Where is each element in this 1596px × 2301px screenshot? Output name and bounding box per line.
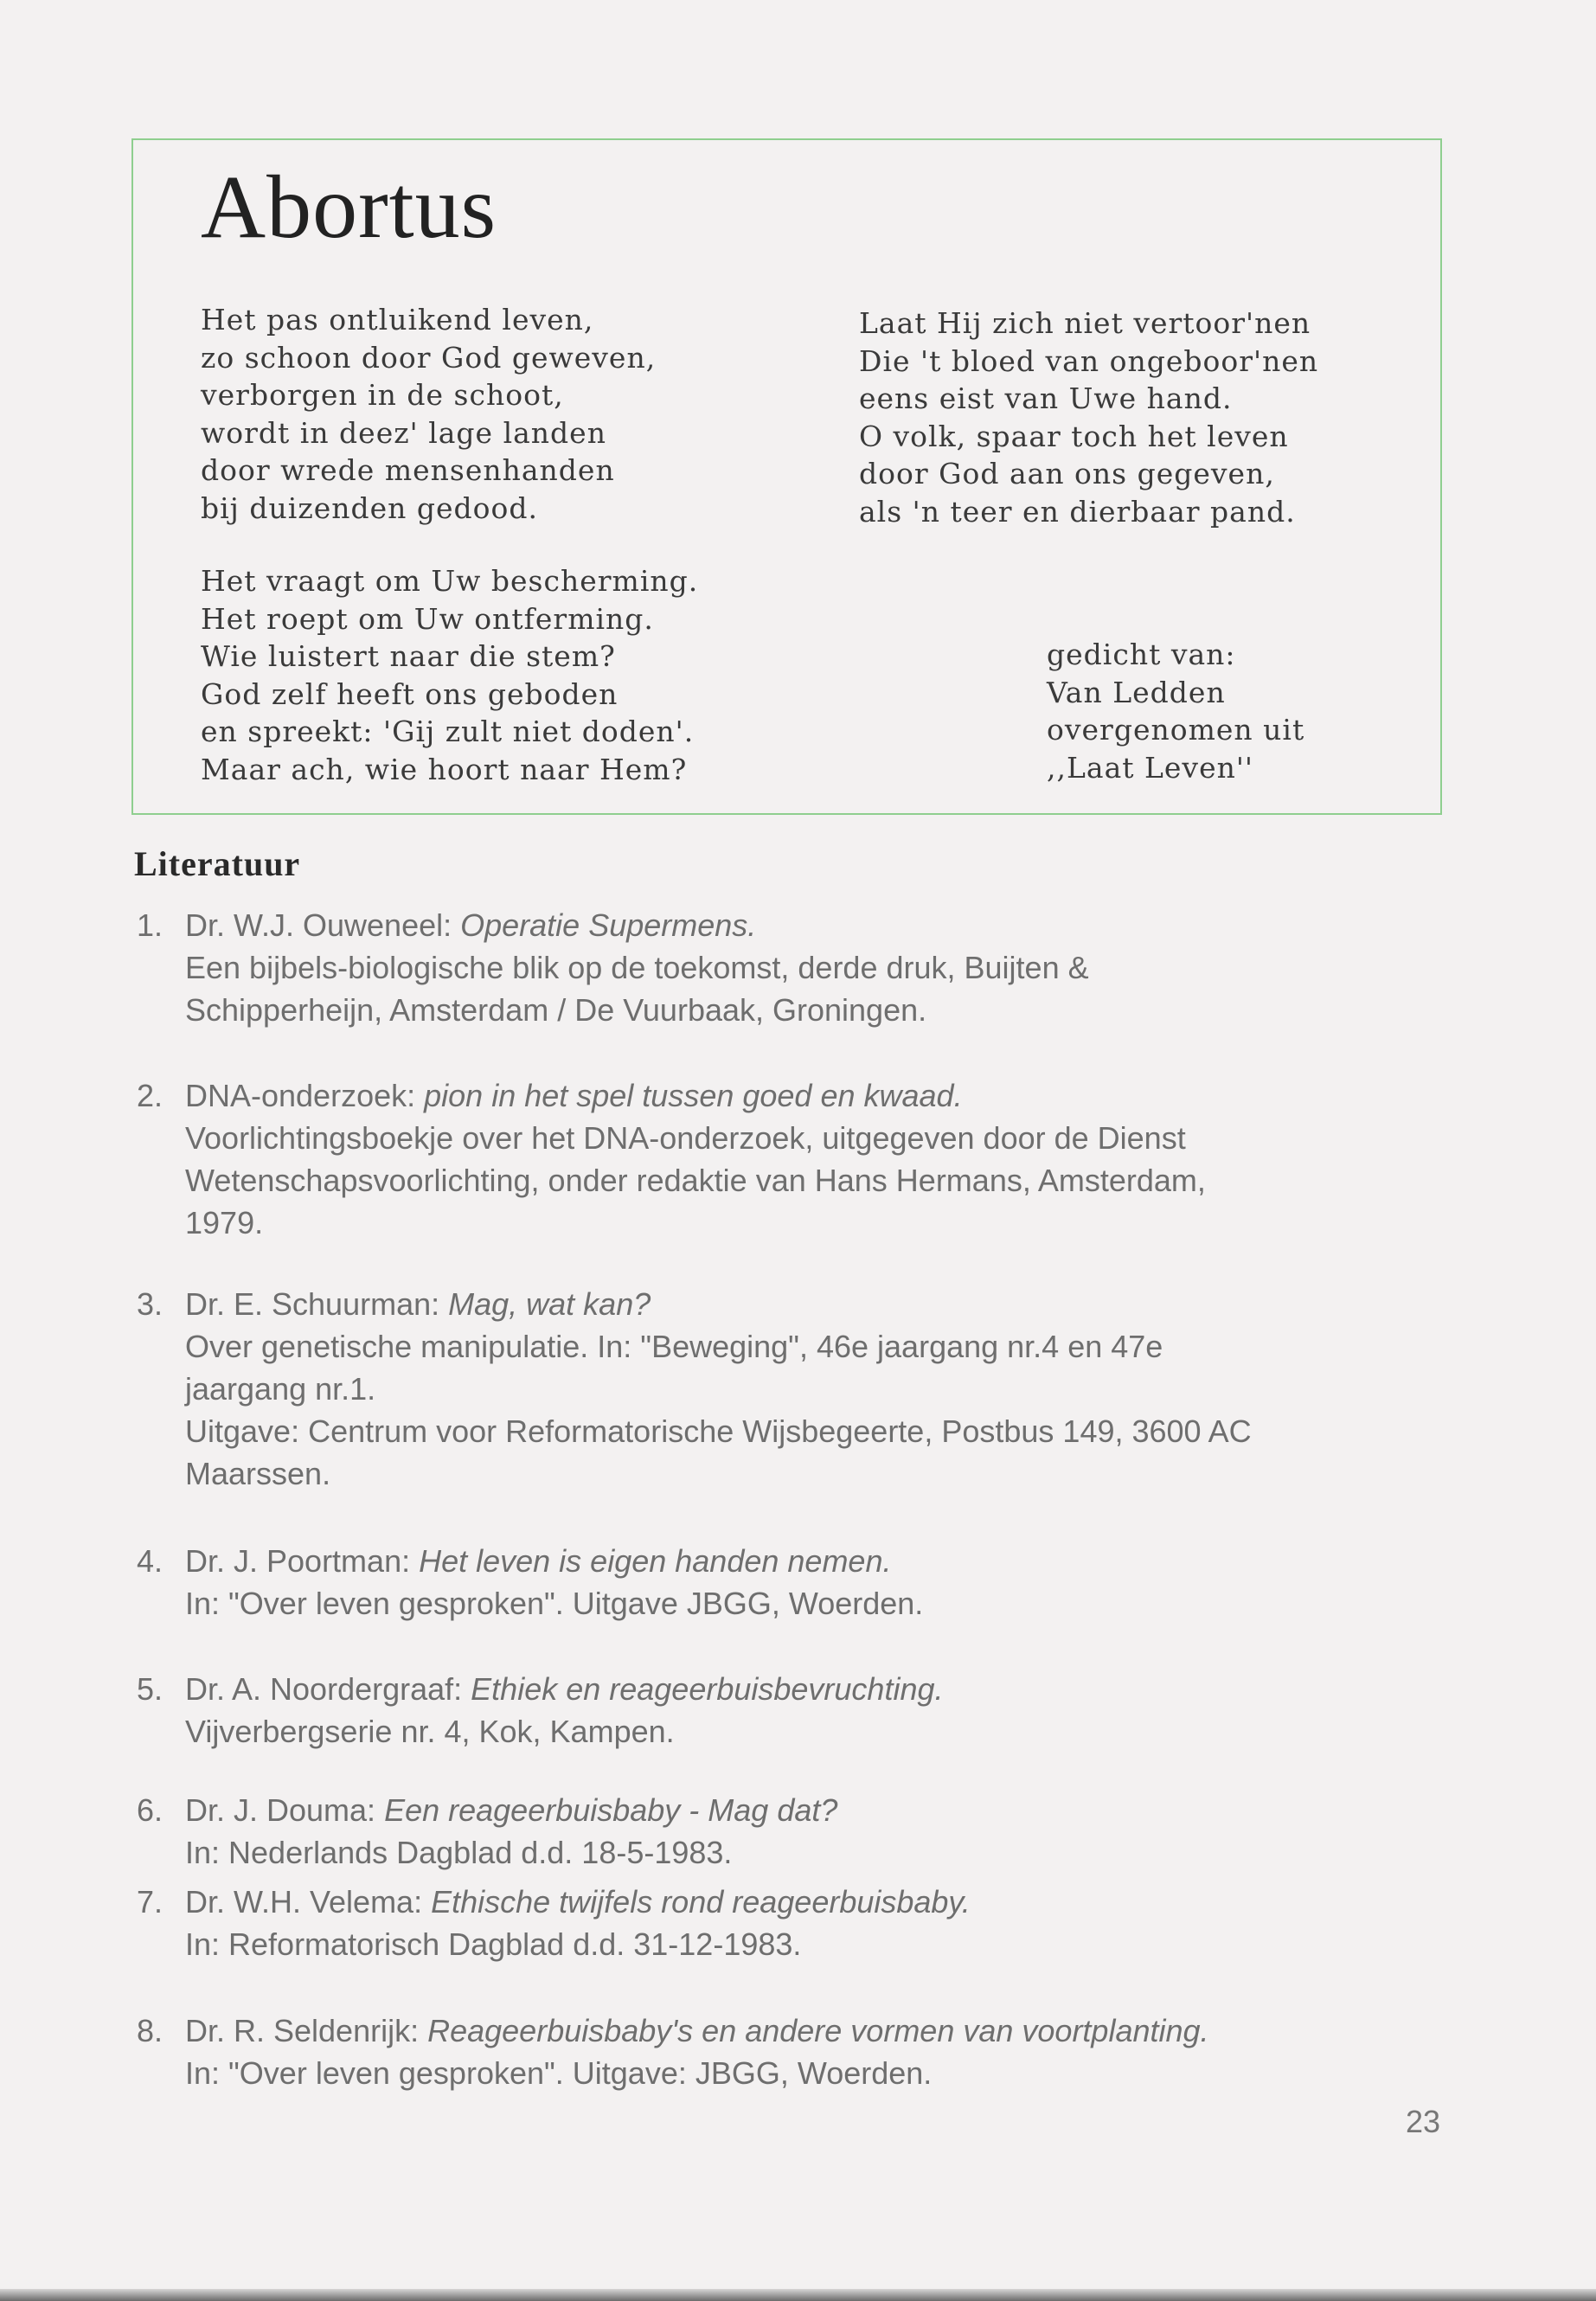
poem-stanza-2 [201, 562, 698, 788]
reference-detail: In: "Over leven gesproken". Uitgave JBGG, Woerden. [185, 1586, 924, 1621]
reference-number: 3. [137, 1286, 163, 1322]
reference-detail: Wetenschapsvoorlichting, onder redaktie van Hans Hermans, Amsterdam, [185, 1163, 1206, 1198]
poem-credit [1047, 636, 1304, 786]
poem-line: God zelf heeft ons geboden [201, 676, 619, 711]
literature-heading: Literatuur [134, 844, 301, 883]
reference-author: Dr. E. Schuurman: [185, 1286, 449, 1322]
reference-author: Dr. W.H. Velema: [185, 1884, 432, 1920]
reference-detail: Uitgave: Centrum voor Reformatorische Wijsbegeerte, Postbus 149, 3600 AC [185, 1413, 1252, 1449]
page-edge [0, 2289, 1596, 2301]
credit-line: overgenomen uit [1047, 713, 1305, 747]
reference-title: Ethische twijfels rond reageerbuisbaby. [431, 1884, 971, 1920]
reference-detail: Maarssen. [185, 1456, 331, 1491]
reference-item [137, 1283, 1434, 1495]
reference-author: Dr. J. Douma: [185, 1792, 385, 1828]
reference-author: Dr. A. Noordergraaf: [185, 1671, 471, 1707]
reference-author: Dr. J. Poortman: [185, 1543, 420, 1579]
poem-line: Het pas ontluikend leven, [201, 303, 594, 336]
poem-line: Maar ach, wie hoort naar Hem? [201, 752, 688, 786]
reference-title: pion in het spel tussen goed en kwaad. [424, 1078, 963, 1113]
poem-line: zo schoon door God geweven, [201, 340, 657, 375]
poem-line: Die 't bloed van ongeboor'nen [859, 343, 1319, 378]
reference-title: Ethiek en reageerbuisbevruchting. [471, 1671, 944, 1707]
reference-title: Een reageerbuisbaby - Mag dat? [384, 1792, 838, 1828]
poem-line: Wie luistert naar die stem? [201, 639, 616, 673]
reference-detail: In: Reformatorisch Dagblad d.d. 31-12-1983. [185, 1926, 802, 1962]
reference-number: 5. [137, 1671, 163, 1707]
poem-title: Abortus [201, 157, 497, 257]
reference-detail: Voorlichtingsboekje over het DNA-onderzoek, uitgegeven door de Dienst [185, 1120, 1186, 1156]
poem-line: wordt in deez' lage landen [201, 415, 606, 450]
reference-detail: Een bijbels-biologische blik op de toekomst, derde druk, Buijten & [185, 950, 1089, 985]
reference-item [137, 1074, 1434, 1244]
reference-detail: Over genetische manipulatie. In: "Beweging", 46e jaargang nr.4 en 47e [185, 1329, 1163, 1364]
reference-item [137, 1881, 1434, 1965]
reference-title: Reageerbuisbaby's en andere vormen van voortplanting. [427, 2013, 1209, 2048]
reference-item [137, 904, 1434, 1031]
poem-stanza-3 [859, 304, 1318, 530]
page-number: 23 [1406, 2104, 1441, 2139]
reference-detail: Vijverbergserie nr. 4, Kok, Kampen. [185, 1714, 675, 1749]
reference-detail: In: "Over leven gesproken". Uitgave: JBGG, Woerden. [185, 2055, 933, 2091]
reference-author: Dr. R. Seldenrijk: [185, 2013, 428, 2048]
reference-detail: Schipperheijn, Amsterdam / De Vuurbaak, Groningen. [185, 992, 927, 1028]
poem-line: door God aan ons gegeven, [859, 457, 1275, 490]
reference-item [137, 1668, 1434, 1753]
reference-item [137, 1789, 1434, 1874]
poem-line: O volk, spaar toch het leven [859, 419, 1289, 453]
reference-number: 6. [137, 1792, 163, 1828]
poem-stanza-1 [201, 301, 656, 527]
poem-line: en spreekt: 'Gij zult niet doden'. [201, 715, 695, 748]
reference-detail: In: Nederlands Dagblad d.d. 18-5-1983. [185, 1835, 733, 1870]
reference-number: 8. [137, 2013, 163, 2048]
poem-line: Laat Hij zich niet vertoor'nen [859, 306, 1311, 340]
reference-number: 1. [137, 907, 163, 943]
reference-title: Operatie Supermens. [460, 907, 757, 943]
reference-item [137, 1540, 1434, 1625]
poem-line: eens eist van Uwe hand. [859, 381, 1233, 415]
poem-line: bij duizenden gedood. [201, 490, 539, 525]
reference-title: Het leven is eigen handen nemen. [419, 1543, 892, 1579]
poem-line: Het vraagt om Uw bescherming. [201, 564, 699, 598]
poem-line: verborgen in de schoot, [201, 378, 564, 412]
reference-detail: jaargang nr.1. [185, 1371, 376, 1407]
reference-author: DNA-onderzoek: [185, 1078, 425, 1113]
poem-line: door wrede mensenhanden [201, 453, 615, 487]
reference-item [137, 2009, 1434, 2094]
credit-line: gedicht van: [1047, 638, 1236, 671]
credit-line: ,,Laat Leven'' [1047, 750, 1254, 785]
reference-detail: 1979. [185, 1205, 264, 1240]
reference-author: Dr. W.J. Ouweneel: [185, 907, 461, 943]
reference-title: Mag, wat kan? [448, 1286, 651, 1322]
poem-line: Het roept om Uw ontferming. [201, 601, 654, 636]
reference-number: 7. [137, 1884, 163, 1920]
reference-number: 4. [137, 1543, 163, 1579]
reference-number: 2. [137, 1078, 163, 1113]
poem-line: als 'n teer en dierbaar pand. [859, 494, 1296, 529]
credit-line: Van Ledden [1047, 675, 1226, 709]
